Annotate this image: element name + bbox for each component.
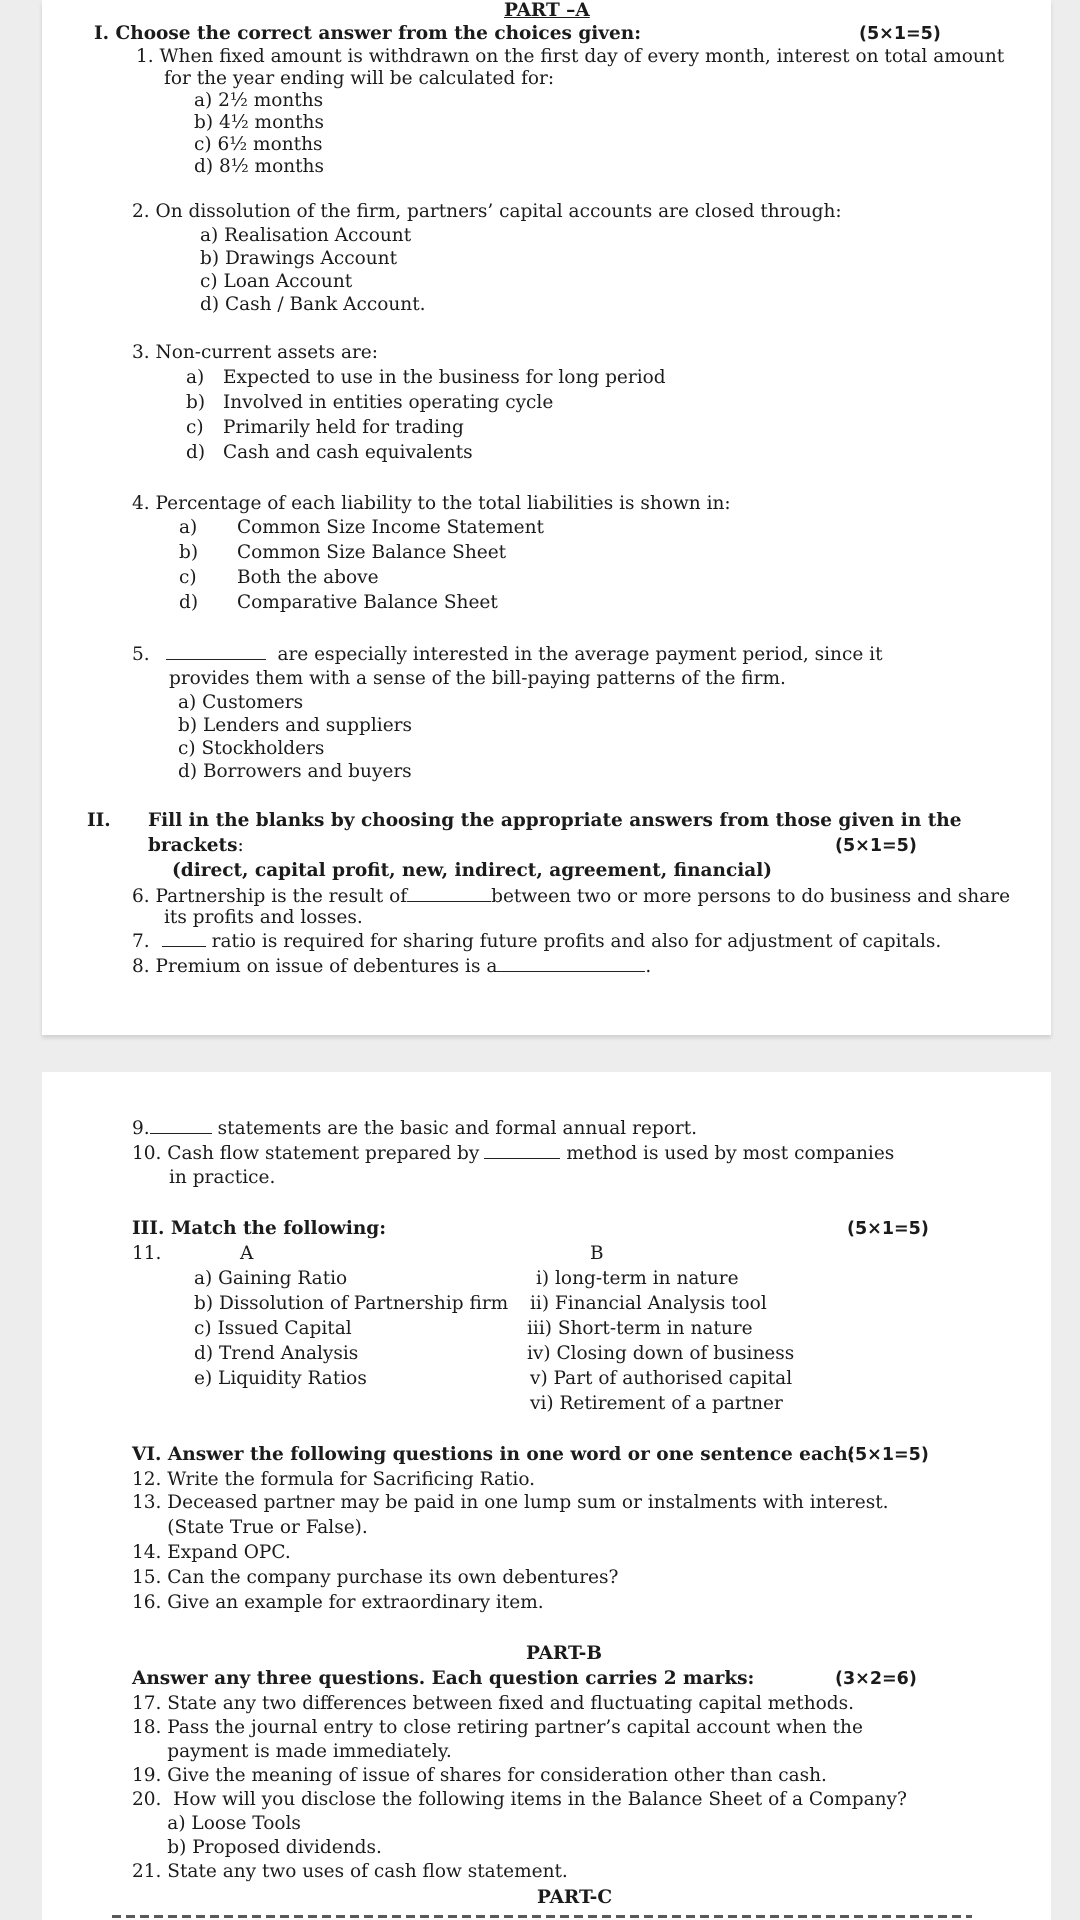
q3-option: Involved in entities operating cycle [223,392,554,413]
q1-stem: 1. When fixed amount is withdrawn on the first day of every month, interest on total amount [136,46,1005,67]
q3-option: Expected to use in the business for long period [223,367,666,388]
part-a-title: PART –A [504,0,590,21]
q3-option-letter: a) [186,367,205,388]
q10-blank [484,1142,560,1159]
part-b-line: 21. State any two uses of cash flow statement. [132,1861,568,1882]
q3-option-letter: c) [186,417,204,438]
section-2-heading-2: brackets: [148,835,244,856]
part-b-line: a) Loose Tools [132,1813,301,1834]
page-1 [42,0,1051,1035]
part-c-title: PART-C [537,1887,613,1908]
q2-option: d) Cash / Bank Account. [200,294,426,315]
section-1-heading: I. Choose the correct answer from the choices given: [94,23,642,44]
q4-stem: 4. Percentage of each liability to the total liabilities is shown in: [132,493,731,514]
q11-number: 11. [132,1243,162,1264]
part-b-line: 19. Give the meaning of issue of shares for consideration other than cash. [132,1765,827,1786]
section-4-marks: (5×1=5) [847,1445,929,1465]
match-a-item: b) Dissolution of Partnership firm [194,1293,509,1314]
section-4-line: 14. Expand OPC. [132,1542,291,1563]
page-2 [42,1072,1051,1920]
q5-stem: are especially interested in the average payment period, since it [277,644,883,665]
q10-line: 10. Cash flow statement prepared by method is used by most companies [132,1143,895,1164]
match-a-item: c) Issued Capital [194,1318,352,1339]
section-4-heading: VI. Answer the following questions in one word or one sentence each: [132,1444,855,1465]
section-2-numeral: II. [87,810,111,831]
part-b-heading: Answer any three questions. Each question carries 2 marks: [132,1668,755,1689]
part-b-line: 18. Pass the journal entry to close retiring partner’s capital account when the [132,1717,863,1738]
q4-option-letter: d) [179,592,199,613]
q2-stem: 2. On dissolution of the firm, partners’ capital accounts are closed through: [132,201,842,222]
match-b-item: iii) Short-term in nature [527,1318,753,1339]
part-b-line: payment is made immediately. [132,1741,452,1762]
q5-option: d) Borrowers and buyers [178,761,412,782]
part-b-line: b) Proposed dividends. [132,1837,382,1858]
q5-number: 5. [132,644,150,665]
q6-blank [407,885,491,902]
q5-line-1 [132,643,883,666]
q6-line-1: 6. Partnership is the result of between two or more persons to do business and share [132,886,1011,907]
q4-option-letter: c) [179,567,197,588]
q3-stem: 3. Non-current assets are: [132,342,378,363]
section-3-marks: (5×1=5) [847,1219,929,1239]
part-b-title: PART-B [526,1643,602,1664]
section-1-marks: (5×1=5) [859,24,941,44]
match-a-item: d) Trend Analysis [194,1343,359,1364]
q5-option: b) Lenders and suppliers [178,715,412,736]
q4-option: Common Size Income Statement [237,517,544,538]
match-column-b-header: B [590,1243,604,1264]
q7-line: 7. ratio is required for sharing future profits and also for adjustment of capitals. [132,931,942,952]
q1-option: c) 6½ months [194,134,323,155]
section-2-word-bank: (direct, capital profit, new, indirect, agreement, financial) [172,860,773,881]
q9-line: 9. statements are the basic and formal annual report. [132,1118,698,1139]
q1-stem-2: for the year ending will be calculated for: [164,68,555,89]
q4-option: Common Size Balance Sheet [237,542,507,563]
match-b-item: vi) Retirement of a partner [530,1393,783,1414]
q2-option: a) Realisation Account [200,225,412,246]
q7-blank [162,930,206,947]
q8-blank [497,955,645,972]
section-2-marks: (5×1=5) [835,836,917,856]
match-a-item: a) Gaining Ratio [194,1268,348,1289]
q5-blank [166,643,266,660]
match-b-item: ii) Financial Analysis tool [530,1293,767,1314]
section-4-line: 15. Can the company purchase its own debentures? [132,1567,619,1588]
section-4-line: 12. Write the formula for Sacrificing Ratio. [132,1469,536,1490]
q4-option-letter: a) [179,517,198,538]
section-2-heading: Fill in the blanks by choosing the appropriate answers from those given in the [148,810,962,831]
q3-option: Primarily held for trading [223,417,464,438]
q4-option: Both the above [237,567,379,588]
match-a-item: e) Liquidity Ratios [194,1368,367,1389]
part-b-marks: (3×2=6) [835,1669,917,1689]
section-4-line: 16. Give an example for extraordinary item. [132,1592,544,1613]
q5-option: c) Stockholders [178,738,325,759]
q1-option: b) 4½ months [194,112,324,133]
q1-option: a) 2½ months [194,90,324,111]
q10-line-2: in practice. [169,1167,276,1188]
q9-blank [150,1117,212,1134]
section-4-line: (State True or False). [132,1517,368,1538]
q5-option: a) Customers [178,692,304,713]
cut-off-text-line [112,1915,972,1918]
q2-option: c) Loan Account [200,271,353,292]
q4-option-letter: b) [179,542,199,563]
q1-option: d) 8½ months [194,156,324,177]
q5-stem-2: provides them with a sense of the bill-paying patterns of the firm. [169,668,786,689]
q3-option: Cash and cash equivalents [223,442,473,463]
section-3-heading: III. Match the following: [132,1218,387,1239]
part-b-line: 20. How will you disclose the following items in the Balance Sheet of a Company? [132,1789,907,1810]
section-4-line: 13. Deceased partner may be paid in one lump sum or instalments with interest. [132,1492,889,1513]
match-b-item: i) long-term in nature [536,1268,739,1289]
q6-line-2: its profits and losses. [164,907,363,928]
q4-option: Comparative Balance Sheet [237,592,498,613]
q3-option-letter: d) [186,442,206,463]
match-column-a-header: A [240,1243,254,1264]
part-b-line: 17. State any two differences between fixed and fluctuating capital methods. [132,1693,854,1714]
match-b-item: iv) Closing down of business [527,1343,795,1364]
q2-option: b) Drawings Account [200,248,398,269]
q3-option-letter: b) [186,392,206,413]
match-b-item: v) Part of authorised capital [530,1368,793,1389]
q8-line: 8. Premium on issue of debentures is a . [132,956,652,977]
